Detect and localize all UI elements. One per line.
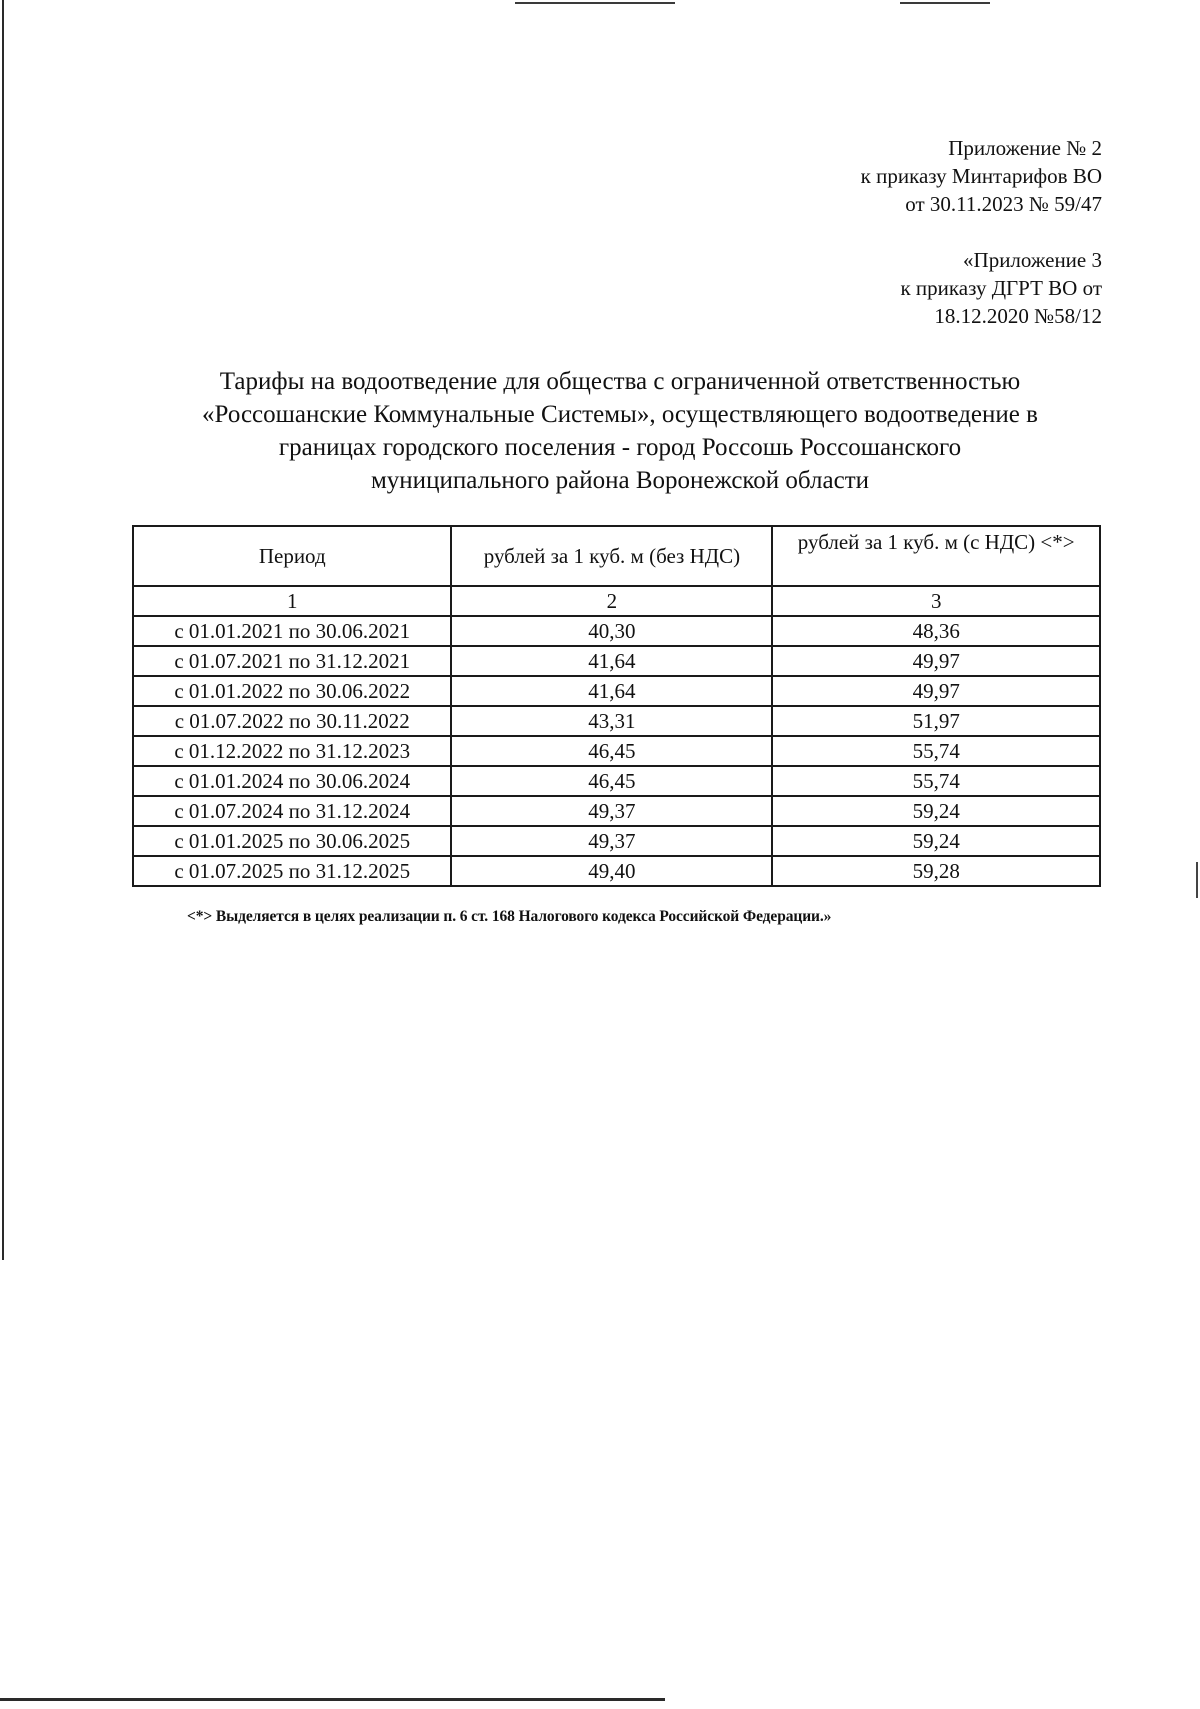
column-number-row (133, 586, 1100, 616)
table-row (133, 646, 1100, 676)
tariff-no-vat-cell: 46,45 (451, 766, 772, 796)
table-row (133, 796, 1100, 826)
tariff-with-vat-cell: 49,97 (772, 646, 1100, 676)
tariff-table (132, 525, 1101, 887)
header-no-vat: рублей за 1 куб. м (без НДС) (451, 526, 772, 586)
vat-footnote: <*> Выделяется в целях реализации п. 6 ст. 168 Налогового кодекса Российской Федерации.» (187, 908, 832, 925)
table-row (133, 856, 1100, 886)
table-header-row (133, 526, 1100, 586)
tariff-with-vat-cell: 59,24 (772, 826, 1100, 856)
tariff-with-vat-cell: 55,74 (772, 766, 1100, 796)
tariff-no-vat-cell: 41,64 (451, 676, 772, 706)
appendix-3-line-2: к приказу ДГРТ ВО от (900, 276, 1102, 300)
tariff-with-vat-cell: 51,97 (772, 706, 1100, 736)
title-line-2: «Россошанские Коммунальные Системы», осуществляющего водоотведение в (202, 401, 1038, 428)
tariff-no-vat-cell: 40,30 (451, 616, 772, 646)
scan-edge-top (515, 2, 675, 4)
title-line-1: Тарифы на водоотведение для общества с ограниченной ответственностью (219, 368, 1021, 395)
period-cell: с 01.12.2022 по 31.12.2023 (133, 736, 451, 766)
period-cell: с 01.01.2025 по 30.06.2025 (133, 826, 451, 856)
scan-edge-top (900, 2, 990, 4)
appendix-2-line-2: к приказу Минтарифов ВО (860, 164, 1102, 188)
table-row (133, 676, 1100, 706)
period-cell: с 01.07.2024 по 31.12.2024 (133, 796, 451, 826)
appendix-3-header (900, 246, 1102, 330)
column-number: 1 (133, 586, 451, 616)
tariff-with-vat-cell: 48,36 (772, 616, 1100, 646)
period-cell: с 01.01.2022 по 30.06.2022 (133, 676, 451, 706)
column-number: 3 (772, 586, 1100, 616)
tariff-with-vat-cell: 59,28 (772, 856, 1100, 886)
period-cell: с 01.07.2022 по 30.11.2022 (133, 706, 451, 736)
appendix-3-line-3: 18.12.2020 №58/12 (934, 304, 1102, 328)
tariff-no-vat-cell: 49,37 (451, 796, 772, 826)
appendix-2-line-3: от 30.11.2023 № 59/47 (905, 192, 1102, 216)
table-row (133, 706, 1100, 736)
table-row (133, 766, 1100, 796)
tariff-no-vat-cell: 49,40 (451, 856, 772, 886)
appendix-3-line-1: «Приложение 3 (963, 248, 1102, 272)
header-period: Период (133, 526, 451, 586)
header-with-vat: рублей за 1 куб. м (с НДС) <*> (772, 526, 1100, 586)
tariff-no-vat-cell: 41,64 (451, 646, 772, 676)
period-cell: с 01.01.2021 по 30.06.2021 (133, 616, 451, 646)
table-row (133, 616, 1100, 646)
scan-edge-left (2, 0, 4, 1260)
tariff-with-vat-cell: 49,97 (772, 676, 1100, 706)
table-row (133, 826, 1100, 856)
period-cell: с 01.01.2024 по 30.06.2024 (133, 766, 451, 796)
appendix-2-header (861, 134, 1102, 218)
scan-mark-right (1196, 862, 1198, 898)
period-cell: с 01.07.2021 по 31.12.2021 (133, 646, 451, 676)
document-title (130, 365, 1110, 497)
period-cell: с 01.07.2025 по 31.12.2025 (133, 856, 451, 886)
tariff-no-vat-cell: 46,45 (451, 736, 772, 766)
scan-edge-bottom (0, 1698, 665, 1701)
title-line-3: границах городского поселения - город Россошь Россошанского (278, 434, 962, 461)
tariff-no-vat-cell: 43,31 (451, 706, 772, 736)
tariff-no-vat-cell: 49,37 (451, 826, 772, 856)
title-line-4: муниципального района Воронежской области (370, 467, 869, 494)
tariff-with-vat-cell: 55,74 (772, 736, 1100, 766)
column-number: 2 (451, 586, 772, 616)
appendix-2-line-1: Приложение № 2 (948, 136, 1102, 160)
table-row (133, 736, 1100, 766)
tariff-with-vat-cell: 59,24 (772, 796, 1100, 826)
